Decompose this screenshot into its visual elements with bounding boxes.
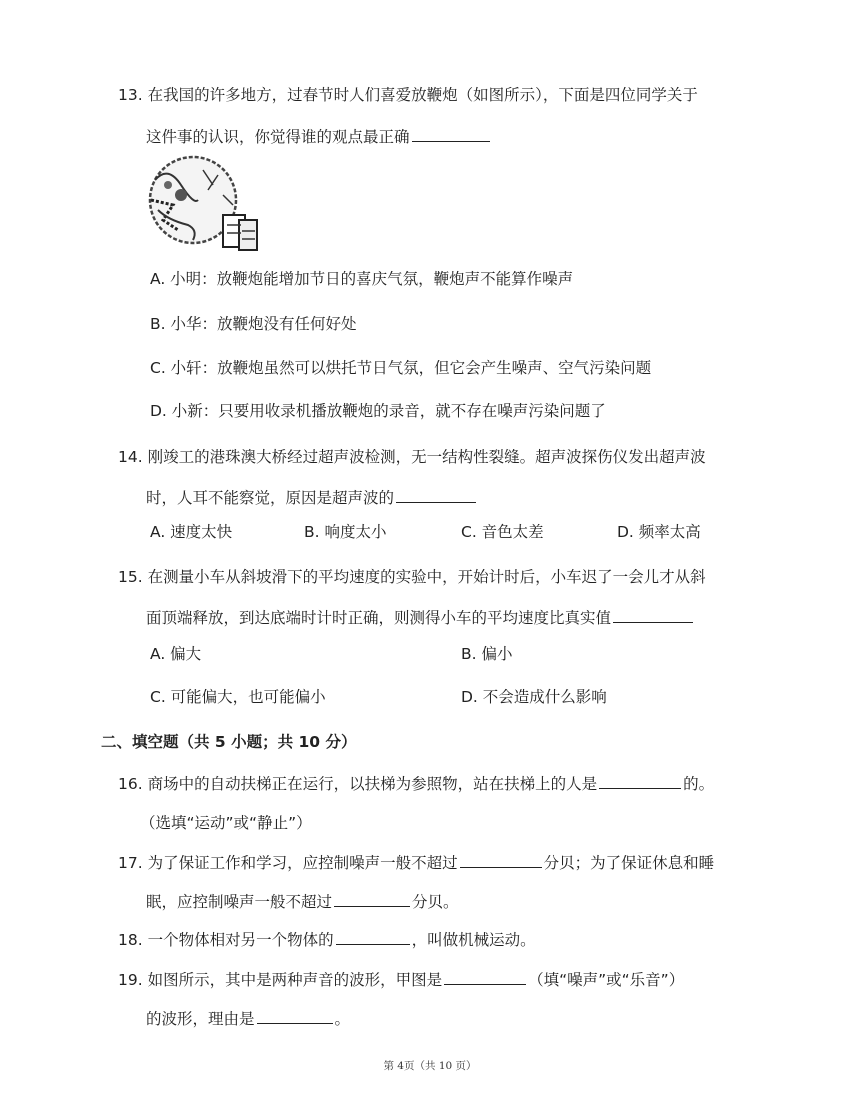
q17-text-d: 分贝。: [412, 893, 459, 911]
q13-line2-text: 这件事的认识，你觉得谁的观点最正确: [146, 128, 410, 146]
q17-line2: [146, 890, 459, 913]
page-footer: 第 4页（共 10 页）: [383, 1060, 477, 1072]
q18-text-a: 18. 一个物体相对另一个物体的: [118, 931, 334, 949]
q13-option-c: C. 小轩：放鞭炮虽然可以烘托节日气氛，但它会产生噪声、空气污染问题: [150, 359, 652, 377]
q17-answer-blank-2[interactable]: [334, 890, 410, 907]
firecracker-image: [143, 155, 265, 255]
q17-answer-blank-1[interactable]: [460, 851, 542, 868]
q16-answer-blank[interactable]: [599, 772, 681, 789]
q17-line1: [118, 851, 714, 874]
q15-answer-blank[interactable]: [613, 606, 693, 623]
q14-option-d: D. 频率太高: [617, 523, 701, 541]
q14-line2: [146, 486, 478, 509]
q18-text-b: ，叫做机械运动。: [411, 931, 536, 949]
q16-text-b: 的。: [683, 775, 715, 793]
q13-option-b: B. 小华：放鞭炮没有任何好处: [150, 315, 357, 333]
q16-line2: （选填“运动”或“静止”）: [140, 814, 312, 832]
q17-text-b: 分贝；为了保证休息和睡: [543, 854, 715, 872]
q19-answer-blank-2[interactable]: [257, 1007, 333, 1024]
q14-line1: 14. 刚竣工的港珠澳大桥经过超声波检测，无一结构性裂缝。超声波探伤仪发出超声波: [118, 448, 706, 466]
q16-line1: [118, 772, 714, 795]
q13-line1: 13. 在我国的许多地方，过春节时人们喜爱放鞭炮（如图所示），下面是四位同学关于: [118, 86, 698, 104]
q15-option-c: C. 可能偏大，也可能偏小: [150, 688, 326, 706]
q15-option-b: B. 偏小: [461, 645, 513, 663]
q18-answer-blank[interactable]: [336, 928, 410, 945]
q18-line: [118, 928, 536, 951]
q14-option-b: B. 响度太小: [304, 523, 387, 541]
q19-text-d: 。: [334, 1010, 351, 1028]
q19-line2: [146, 1007, 350, 1030]
q14-answer-blank[interactable]: [396, 486, 476, 503]
q13-answer-blank[interactable]: [412, 125, 490, 142]
q16-text-a: 16. 商场中的自动扶梯正在运行，以扶梯为参照物，站在扶梯上的人是: [118, 775, 598, 793]
q15-line2-text: 面顶端释放，到达底端时计时正确，则测得小车的平均速度比真实值: [146, 609, 612, 627]
q19-text-c: 的波形，理由是: [146, 1010, 255, 1028]
q15-option-a: A. 偏大: [150, 645, 202, 663]
q17-text-a: 17. 为了保证工作和学习，应控制噪声一般不超过: [118, 854, 458, 872]
q17-text-c: 眠，应控制噪声一般不超过: [146, 893, 333, 911]
q19-answer-blank-1[interactable]: [444, 968, 526, 985]
q13-line2: [146, 125, 492, 148]
q14-line2-text: 时，人耳不能察觉，原因是超声波的: [146, 489, 395, 507]
q15-line1: 15. 在测量小车从斜坡滑下的平均速度的实验中，开始计时后，小车迟了一会儿才从斜: [118, 568, 706, 586]
q14-option-a: A. 速度太快: [150, 523, 233, 541]
q13-option-d: D. 小新：只要用收录机播放鞭炮的录音，就不存在噪声污染问题了: [150, 402, 606, 420]
q19-line1: [118, 968, 684, 991]
section-title: 二、填空题（共 5 小题；共 10 分）: [101, 733, 357, 751]
q13-option-a: A. 小明：放鞭炮能增加节日的喜庆气氛，鞭炮声不能算作噪声: [150, 270, 574, 288]
q19-text-a: 19. 如图所示，其中是两种声音的波形，甲图是: [118, 971, 443, 989]
q15-line2: [146, 606, 695, 629]
q19-text-b: （填“噪声”或“乐音”）: [528, 971, 685, 989]
q15-option-d: D. 不会造成什么影响: [461, 688, 607, 706]
q14-option-c: C. 音色太差: [461, 523, 544, 541]
